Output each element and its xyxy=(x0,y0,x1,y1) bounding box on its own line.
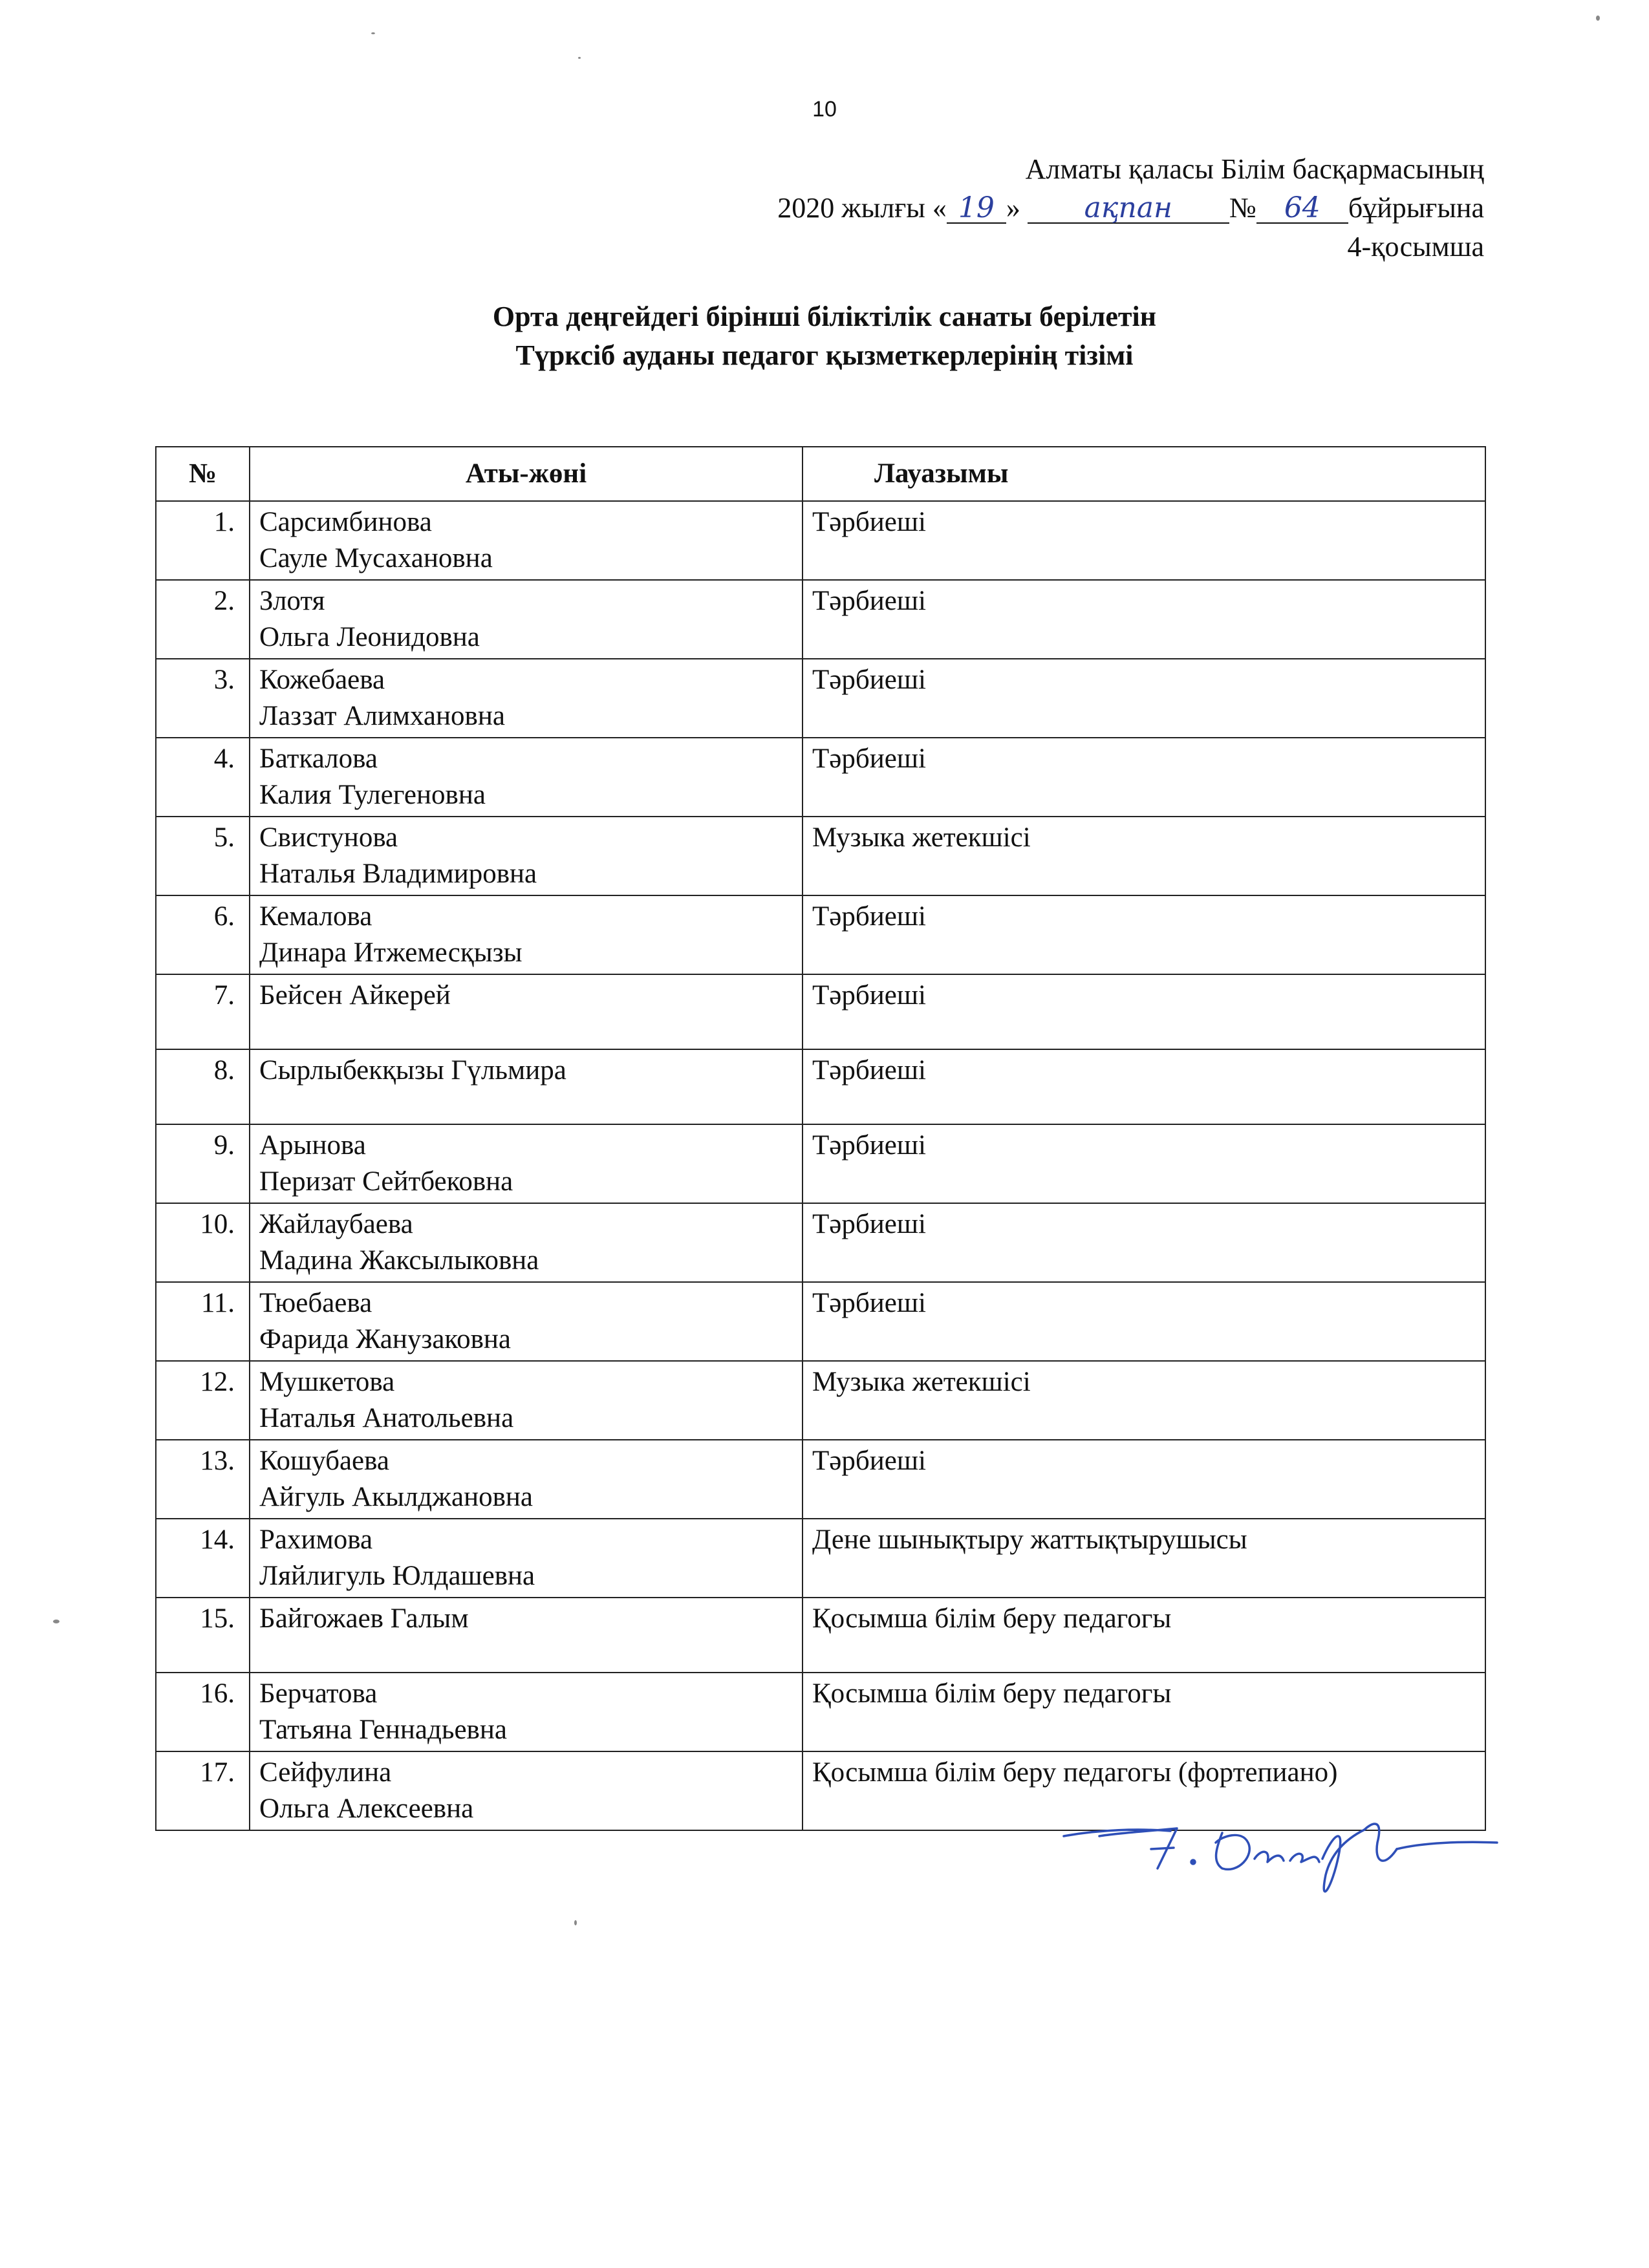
row-given-name: Наталья Анатольевна xyxy=(259,1403,514,1433)
row-name-cell xyxy=(250,1049,803,1124)
row-number: 2. xyxy=(156,580,250,659)
signature xyxy=(1061,1797,1500,1914)
row-given-name: Перизат Сейтбековна xyxy=(259,1166,513,1197)
row-position: Тәрбиеші xyxy=(803,1203,1485,1282)
row-surname: Злотя xyxy=(259,586,325,616)
row-name-cell xyxy=(250,659,803,738)
table-row xyxy=(156,580,1485,659)
row-number: 3. xyxy=(156,659,250,738)
row-surname: Байгожаев Галым xyxy=(259,1603,469,1634)
row-surname: Кожебаева xyxy=(259,665,385,695)
row-surname: Тюебаева xyxy=(259,1288,372,1318)
header-number-label: № xyxy=(1229,192,1256,224)
row-given-name: Ольга Алексеевна xyxy=(259,1793,474,1824)
row-name-cell xyxy=(250,1598,803,1673)
header-appendix-label: 4-қосымша xyxy=(1347,231,1484,262)
table-row xyxy=(156,974,1485,1049)
header-position: Лауазымы xyxy=(803,447,1485,501)
row-name-cell xyxy=(250,1440,803,1519)
header-year-prefix: 2020 жылғы « xyxy=(777,192,947,224)
row-surname: Арынова xyxy=(259,1130,366,1161)
handwritten-month: ақпан xyxy=(1028,194,1229,224)
row-position: Тәрбиеші xyxy=(803,1282,1485,1361)
row-number: 5. xyxy=(156,817,250,895)
table-row xyxy=(156,1440,1485,1519)
row-name-cell xyxy=(250,1519,803,1598)
row-given-name: Лаззат Алимхановна xyxy=(259,701,505,731)
row-name-cell xyxy=(250,974,803,1049)
row-position: Тәрбиеші xyxy=(803,895,1485,974)
row-given-name: Мадина Жаксылыковна xyxy=(259,1245,539,1276)
row-position: Қосымша білім беру педагогы xyxy=(803,1673,1485,1751)
row-name-cell xyxy=(250,501,803,580)
title-line-1: Орта деңгейдегі бірінші біліктілік санаты берілетін xyxy=(492,301,1157,332)
scan-speck xyxy=(53,1620,59,1623)
row-given-name: Айгуль Акылджановна xyxy=(259,1482,534,1512)
row-name-cell xyxy=(250,1203,803,1282)
row-number: 9. xyxy=(156,1124,250,1203)
table-row xyxy=(156,895,1485,974)
row-surname: Жайлаубаева xyxy=(259,1209,413,1239)
table-header-row xyxy=(156,447,1485,501)
row-number: 14. xyxy=(156,1519,250,1598)
row-position: Тәрбиеші xyxy=(803,659,1485,738)
row-number: 1. xyxy=(156,501,250,580)
row-number: 10. xyxy=(156,1203,250,1282)
document-title xyxy=(0,297,1649,375)
row-position: Қосымша білім беру педагогы xyxy=(803,1598,1485,1673)
row-given-name: Динара Итжемесқызы xyxy=(259,937,523,968)
table-row xyxy=(156,1049,1485,1124)
row-given-name: Сауле Мусахановна xyxy=(259,543,493,573)
row-surname: Кемалова xyxy=(259,901,372,932)
row-position: Музыка жетекшісі xyxy=(803,817,1485,895)
row-number: 15. xyxy=(156,1598,250,1673)
row-position: Дене шынықтыру жаттықтырушысы xyxy=(803,1519,1485,1598)
row-name-cell xyxy=(250,738,803,817)
staff-table xyxy=(155,446,1486,1831)
row-position: Тәрбиеші xyxy=(803,1049,1485,1124)
row-given-name: Ольга Леонидовна xyxy=(259,622,480,652)
row-position: Қосымша білім беру педагогы (фортепиано) xyxy=(803,1751,1485,1830)
row-given-name: Наталья Владимировна xyxy=(259,859,537,889)
scan-speck xyxy=(574,1920,577,1925)
table-row xyxy=(156,659,1485,738)
table-row xyxy=(156,1124,1485,1203)
row-surname: Свистунова xyxy=(259,822,398,853)
row-given-name: Фарида Жанузаковна xyxy=(259,1324,512,1354)
row-name-cell xyxy=(250,895,803,974)
page-number: 10 xyxy=(812,97,837,122)
table-row xyxy=(156,1598,1485,1673)
table-row xyxy=(156,1282,1485,1361)
header-order-line xyxy=(579,189,1484,228)
row-position: Тәрбиеші xyxy=(803,580,1485,659)
row-surname: Мушкетова xyxy=(259,1367,395,1397)
row-surname: Сарсимбинова xyxy=(259,507,432,537)
handwritten-day: 19 xyxy=(947,194,1006,224)
table-row xyxy=(156,1673,1485,1751)
table-row xyxy=(156,1519,1485,1598)
handwritten-order-number: 64 xyxy=(1256,194,1348,224)
row-surname: Сейфулина xyxy=(259,1757,392,1788)
row-name-cell xyxy=(250,1282,803,1361)
row-position: Тәрбиеші xyxy=(803,1440,1485,1519)
header-number: № xyxy=(156,447,250,501)
row-number: 13. xyxy=(156,1440,250,1519)
row-surname: Сырлыбекқызы Гүльмира xyxy=(259,1055,566,1086)
row-surname: Баткалова xyxy=(259,744,378,774)
scan-speck xyxy=(371,32,375,34)
title-line-2: Түрксіб ауданы педагог қызметкерлерінің тізімі xyxy=(515,339,1134,371)
scan-speck xyxy=(578,57,581,59)
row-name-cell xyxy=(250,1673,803,1751)
row-given-name: Татьяна Геннадьевна xyxy=(259,1715,507,1745)
row-name-cell xyxy=(250,817,803,895)
table-row xyxy=(156,1203,1485,1282)
row-number: 11. xyxy=(156,1282,250,1361)
header-quote-close: » xyxy=(1006,192,1028,224)
row-surname: Рахимова xyxy=(259,1524,373,1555)
header-order-suffix: бұйрығына xyxy=(1348,192,1484,224)
row-number: 17. xyxy=(156,1751,250,1830)
row-number: 12. xyxy=(156,1361,250,1440)
row-surname: Берчатова xyxy=(259,1678,378,1709)
row-name-cell xyxy=(250,1751,803,1830)
row-position: Тәрбиеші xyxy=(803,974,1485,1049)
row-number: 7. xyxy=(156,974,250,1049)
row-position: Музыка жетекшісі xyxy=(803,1361,1485,1440)
table-row xyxy=(156,817,1485,895)
row-name-cell xyxy=(250,580,803,659)
scan-speck xyxy=(1596,16,1600,21)
row-number: 6. xyxy=(156,895,250,974)
header-name: Аты-жөні xyxy=(250,447,803,501)
row-position: Тәрбиеші xyxy=(803,1124,1485,1203)
row-given-name: Ляйлигуль Юлдашевна xyxy=(259,1561,535,1591)
header-authority: Алматы қаласы Білім басқармасының xyxy=(1025,153,1484,185)
table-row xyxy=(156,738,1485,817)
row-number: 16. xyxy=(156,1673,250,1751)
row-name-cell xyxy=(250,1361,803,1440)
row-surname: Кошубаева xyxy=(259,1446,389,1476)
row-name-cell xyxy=(250,1124,803,1203)
row-surname: Бейсен Айкерей xyxy=(259,980,451,1011)
row-number: 4. xyxy=(156,738,250,817)
table-row xyxy=(156,501,1485,580)
attachment-header xyxy=(579,150,1484,266)
row-position: Тәрбиеші xyxy=(803,501,1485,580)
table-row xyxy=(156,1361,1485,1440)
row-given-name: Калия Тулегеновна xyxy=(259,780,486,810)
row-number: 8. xyxy=(156,1049,250,1124)
row-position: Тәрбиеші xyxy=(803,738,1485,817)
